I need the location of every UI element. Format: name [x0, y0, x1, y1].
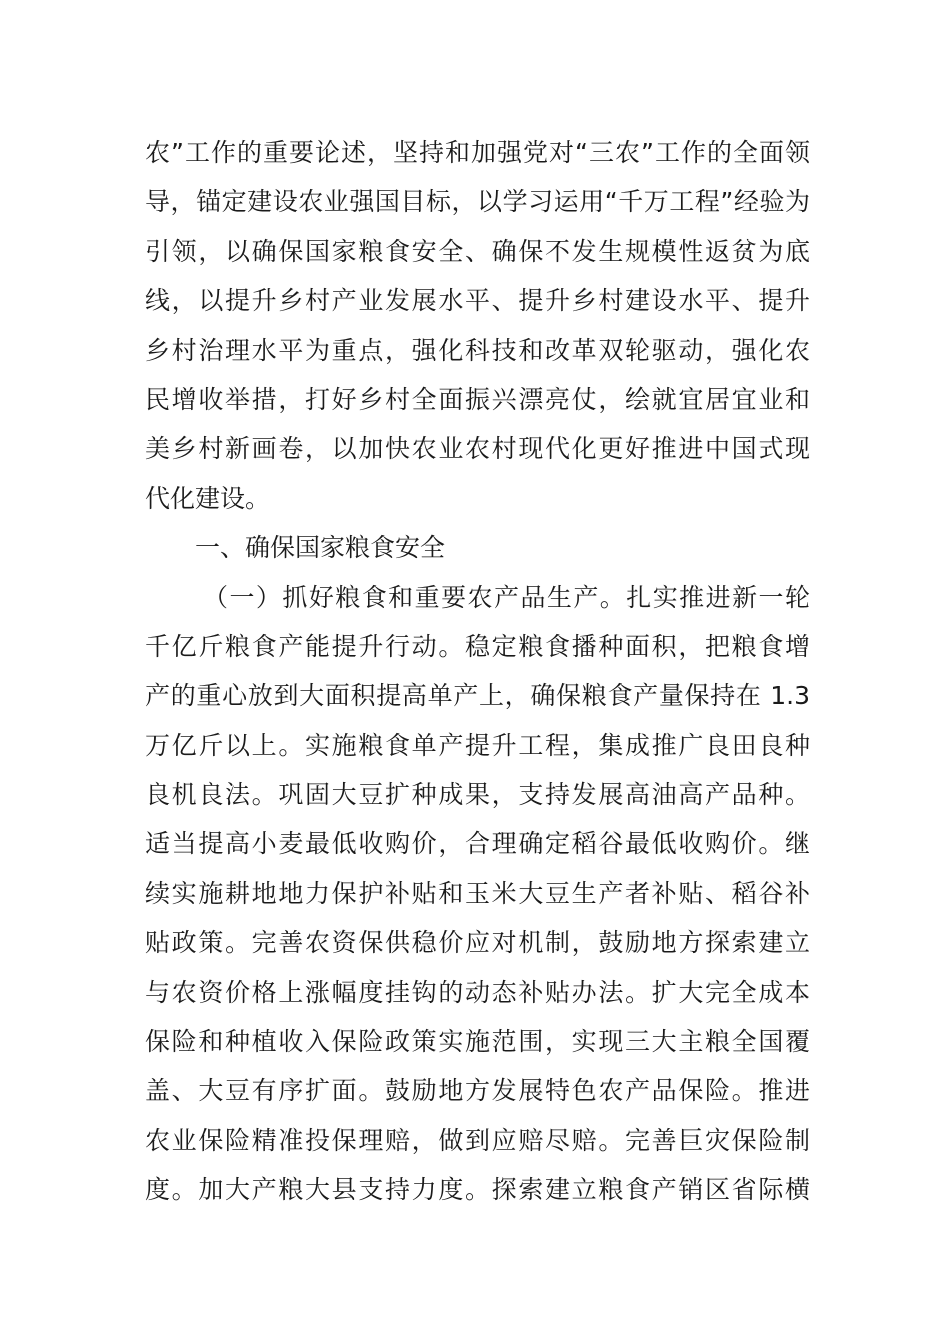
- body-line: 度。加大产粮大县支持力度。探索建立粮食产销区省际横: [145, 1175, 810, 1205]
- body-line: 盖、大豆有序扩面。鼓励地方发展特色农产品保险。推进: [145, 1076, 810, 1106]
- body-line: 线，以提升乡村产业发展水平、提升乡村建设水平、提升: [145, 286, 810, 316]
- body-line: 万亿斤以上。实施粮食单产提升工程，集成推广良田良种: [145, 730, 810, 760]
- section-heading: 一、确保国家粮食安全: [195, 533, 446, 563]
- body-line: 农业保险精准投保理赔，做到应赔尽赔。完善巨灾保险制: [145, 1125, 810, 1155]
- body-line: 保险和种植收入保险政策实施范围，实现三大主粮全国覆: [145, 1027, 810, 1057]
- paragraph-end-line: 代化建设。: [145, 483, 271, 513]
- body-line: 乡村治理水平为重点，强化科技和改革双轮驱动，强化农: [145, 335, 810, 365]
- body-line: 良机良法。巩固大豆扩种成果，支持发展高油高产品种。: [145, 780, 810, 810]
- body-line: 农”工作的重要论述，坚持和加强党对“三农”工作的全面领: [145, 138, 810, 167]
- body-line: 美乡村新画卷，以加快农业农村现代化更好推进中国式现: [145, 434, 810, 464]
- body-line: 千亿斤粮食产能提升行动。稳定粮食播种面积，把粮食增: [145, 631, 810, 661]
- body-line: 贴政策。完善农资保供稳价应对机制，鼓励地方探索建立: [145, 928, 810, 958]
- body-line: 引领，以确保国家粮食安全、确保不发生规模性返贫为底: [145, 236, 810, 266]
- body-line: 适当提高小麦最低收购价，合理确定稻谷最低收购价。继: [145, 829, 810, 859]
- document-body: [145, 128, 810, 1215]
- body-line: 民增收举措，打好乡村全面振兴漂亮仗，绘就宜居宜业和: [145, 384, 810, 414]
- body-line: 产的重心放到大面积提高单产上，确保粮食产量保持在 1.3: [145, 681, 810, 711]
- body-line: 导，锚定建设农业强国目标，以学习运用“千万工程”经验为: [145, 187, 810, 217]
- body-line: 与农资价格上涨幅度挂钩的动态补贴办法。扩大完全成本: [145, 977, 810, 1007]
- subsection-first-line: （一）抓好粮食和重要农产品生产。扎实推进新一轮: [203, 582, 810, 612]
- body-line: 续实施耕地地力保护补贴和玉米大豆生产者补贴、稻谷补: [145, 878, 810, 908]
